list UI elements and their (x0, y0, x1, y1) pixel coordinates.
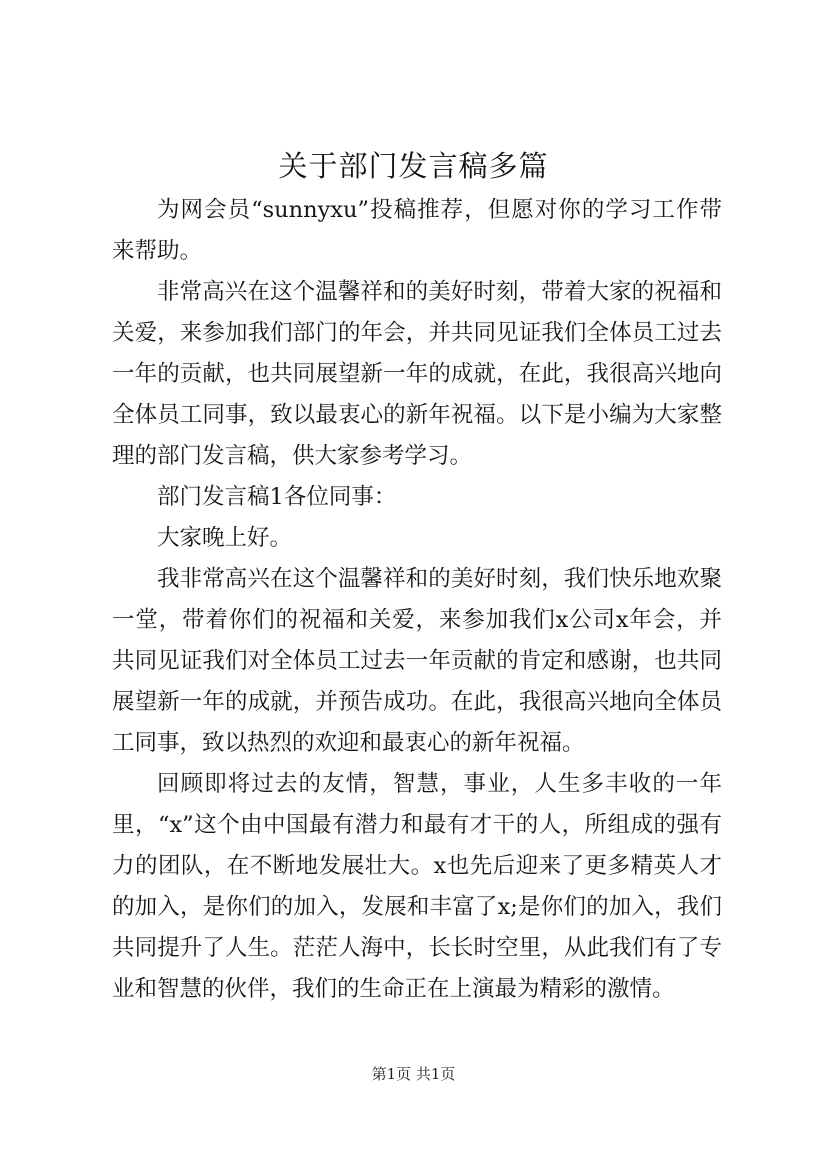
paragraph-heading-1: 部门发言稿1各位同事： (157, 484, 397, 510)
paragraph-greeting: 大家晚上好。 (157, 525, 293, 551)
paragraph-intro: 为网会员“sunnyxu”投稿推荐，但愿对你的学习工作带来帮助。 (112, 197, 722, 264)
paragraph-speech-2: 回顾即将过去的友情，智慧，事业，人生多丰收的一年里，“x”这个由中国最有潜力和最有才干的人，所组成的强有力的团队，在不断地发展壮大。x也先后迎来了更多精英人才的加入，是你们的加入，发展和丰富了x;是你们的加入，我们共同提升了人生。茫茫人海中，长长时空里，从此我们有了专业和智慧的伙伴，我们的生命正在上演最为精彩的激情。 (112, 771, 722, 1002)
document-body (112, 190, 722, 1010)
paragraph-preface: 非常高兴在这个温馨祥和的美好时刻，带着大家的祝福和关爱，来参加我们部门的年会，并共同见证我们全体员工过去一年的贡献，也共同展望新一年的成就，在此，我很高兴地向全体员工同事，致以最衷心的新年祝福。以下是小编为大家整理的部门发言稿，供大家参考学习。 (112, 279, 722, 469)
paragraph-speech-1: 我非常高兴在这个温馨祥和的美好时刻，我们快乐地欢聚一堂，带着你们的祝福和关爱，来参加我们x公司x年会，并共同见证我们对全体员工过去一年贡献的肯定和感谢，也共同展望新一年的成就，并预告成功。在此，我很高兴地向全体员工同事，致以热烈的欢迎和最衷心的新年祝福。 (112, 566, 722, 756)
document-title: 关于部门发言稿多篇 (278, 149, 549, 183)
page-number-footer: 第1页 共1页 (371, 1065, 456, 1083)
